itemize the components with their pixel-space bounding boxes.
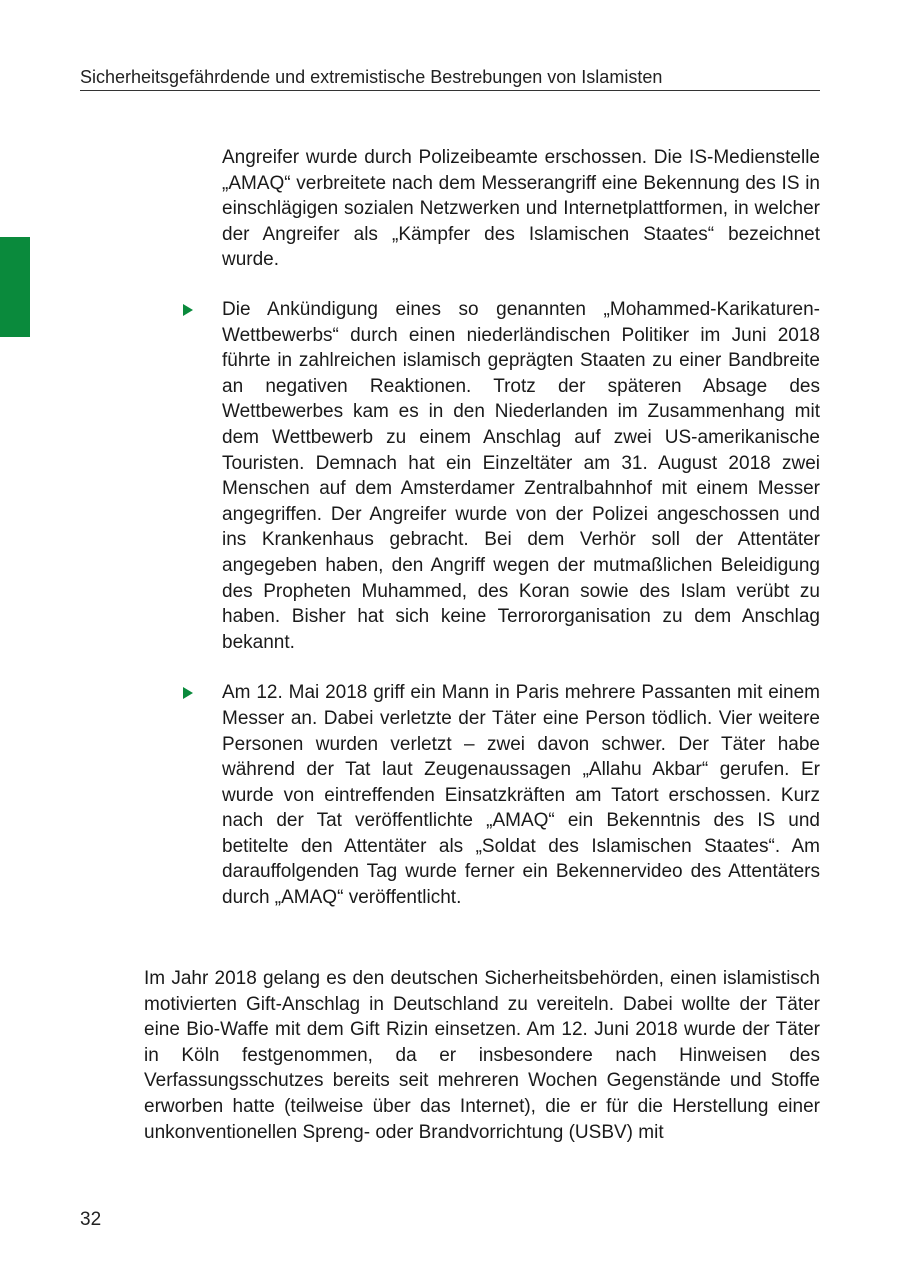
chapter-marker-tab [0,237,30,337]
list-item [180,680,820,910]
page-number: 32 [80,1209,102,1230]
bullet-text: Die Ankündigung eines so genannten „Mohammed-Karikaturen-Wettbewerbs“ durch einen niederländischen Politiker im Juni 2018 führte in zahlreichen islamisch geprägten Staaten zu einer Bandbreite an negativen Reaktionen. Trotz der späteren Absage des Wettbewerbes kam es in den Niederlanden im Zusammenhang mit dem Wettbewerb zu einem Anschlag auf zwei US-amerikanische Touristen. Demnach hat ein Einzeltäter am 31. August 2018 zwei Menschen auf dem Amsterdamer Zentralbahnhof mit einem Messer angegriffen. Der Angreifer wurde von der Polizei angeschossen und ins Krankenhaus gebracht. Bei dem Verhör soll der Attentäter angegeben haben, den Angriff wegen der mutmaßlichen Beleidigung des Propheten Muhammed, des Koran sowie des Islam verübt zu haben. Bisher hat sich keine Terrororganisation zu dem Anschlag bekannt. [222,299,820,653]
running-header-title: Sicherheitsgefährdende und extremistische Bestrebungen von Islamisten [80,67,663,87]
continued-paragraph: Angreifer wurde durch Polizeibeamte erschossen. Die IS-Medienstelle „AMAQ“ verbreitete nach dem Messerangriff eine Bekennung des IS in einschlägigen sozialen Netzwerken und Internetplattformen, in welcher der Angreifer als „Kämpfer des Islamischen Staates“ bezeichnet wurde. [222,147,820,271]
bullet-list [180,297,820,936]
bullet-text: Am 12. Mai 2018 griff ein Mann in Paris mehrere Passanten mit einem Messer an. Dabei verletzte der Täter eine Person tödlich. Vier weitere Personen wurden verletzt – zwei davon schwer. Der Täter habe während der Tat laut Zeugenaussagen „Allahu Akbar“ gerufen. Er wurde von eintreffenden Einsatzkräften am Tatort erschossen. Kurz nach der Tat veröffentlichte „AMAQ“ ein Bekenntnis des IS und betitelte den Attentäter als „Soldat des Islamischen Staates“. Am darauffolgenden Tag wurde ferner ein Bekennervideo des Attentäters durch „AMAQ“ veröffentlicht. [222,682,820,909]
triangle-bullet-icon [183,687,193,699]
list-item [180,297,820,655]
triangle-bullet-icon [183,304,193,316]
body-paragraph: Im Jahr 2018 gelang es den deutschen Sicherheitsbehörden, einen islamistisch motivierten Gift-Anschlag in Deutschland zu vereiteln. Dabei wollte der Täter eine Bio-Waffe mit dem Gift Rizin einsetzen. Am 12. Juni 2018 wurde der Täter in Köln festgenommen, da er insbesondere nach Hinweisen des Verfassungsschutzes bereits seit mehreren Wochen Gegenstände und Stoffe erworben hatte (teilweise über das Internet), die er für die Herstellung einer unkonventionellen Spreng- oder Brandvorrichtung (USBV) mit [144,968,820,1143]
header-divider [80,90,820,91]
